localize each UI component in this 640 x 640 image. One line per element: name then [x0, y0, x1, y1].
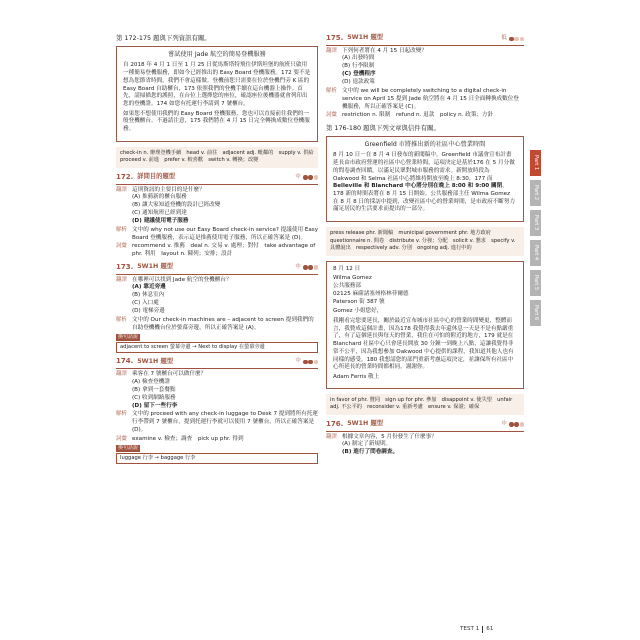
- difficulty-label: 中: [295, 264, 301, 270]
- letter-greeting: Gomez 小姐您好，: [333, 308, 383, 315]
- question-header: [116, 263, 318, 275]
- vocab-text: recommend v. 推薦 deal n. 交易 v. 處理；對付 take advantage of phr. 利用 layout n. 陳列；安排；設計: [132, 243, 316, 258]
- question-173: [116, 263, 318, 353]
- footer-test-label: TEST 1: [460, 626, 480, 632]
- question-text: [132, 187, 318, 226]
- difficulty-dot: [303, 360, 308, 365]
- question-type: 詳問目的題型: [137, 173, 176, 181]
- question-number: 173.: [116, 262, 134, 271]
- article-body-part: 8 月 10 日－在 8 月 4 日發布的新聞稿中，Greenfield 市議會宣布計畫延長由市政府營運的社區中心營業時間，這項決定是基於176 在 5 月分做的問卷調查回饋，以滿足民眾對城市服務的需求。新開放時段為 Oakwood 和 Selma 社區中心將維持開放至晚上 8:30，177 而: [333, 152, 515, 182]
- synonym-tag: 換句話說: [118, 445, 139, 452]
- difficulty-dot: [303, 175, 308, 180]
- explanation-label: 解析: [116, 227, 127, 234]
- difficulty-label: 中: [501, 420, 507, 427]
- difficulty-dot: [314, 175, 319, 180]
- option: (C) 收到網路服務: [132, 394, 176, 401]
- explanation-row: [116, 317, 318, 332]
- tab-part-3[interactable]: Part 3: [530, 210, 541, 236]
- options: [132, 379, 318, 411]
- vocab-label: 詞彙: [116, 435, 127, 442]
- option: (A) 推薦新的櫃台服務: [132, 194, 187, 201]
- tab-part-5[interactable]: Part 5: [530, 270, 541, 296]
- vocab-row: [116, 243, 318, 258]
- option-answer: (D) 建議使用電子服務: [132, 218, 189, 225]
- question-text: [132, 277, 318, 316]
- article-body-bold: Belleville 和 Blanchard 中心將分別在晚上 8:00 和 9:00 關閉: [333, 183, 503, 190]
- question-type: 5W1H 題型: [347, 34, 384, 42]
- question-header: [326, 34, 524, 46]
- explanation-label: 解析: [116, 317, 127, 324]
- vocab-row: [326, 112, 524, 120]
- footer-divider: [482, 626, 483, 633]
- question-175: [326, 34, 524, 120]
- translation-row: [326, 48, 524, 87]
- passage-paragraph: 如果您不想使用我們的 Easy Board 登機服務，您也可以直接前往我們的一般登機櫃台。不過請注意，175 我們將在 4 月 15 日完全轉換成數位登機服務。: [123, 110, 310, 133]
- synonym-box: adjacent to screen 螢幕旁邊 → Next to display 在螢幕旁邊: [116, 342, 318, 353]
- question-number: 175.: [326, 34, 344, 42]
- difficulty-dots: [509, 422, 524, 427]
- translation-label: 翻譯: [116, 371, 127, 378]
- tab-part-4[interactable]: Part 4: [530, 240, 541, 266]
- difficulty-dot: [509, 37, 514, 42]
- translation-row: [116, 277, 318, 316]
- translation-row: [326, 434, 524, 458]
- left-column: [116, 34, 318, 467]
- difficulty-dot: [520, 422, 525, 427]
- option-answer: (C) 登機程序: [342, 71, 376, 78]
- page-footer: [460, 626, 493, 634]
- option: (B) 拿到一套餐點: [132, 386, 176, 393]
- question-text: [342, 434, 524, 458]
- difficulty-dot: [314, 360, 319, 365]
- vocab-text: examine v. 檢查；調查 pick up phr. 得到: [132, 435, 244, 442]
- option: (B) 讓大家知道登機的設計已經改變: [132, 202, 221, 209]
- question-174: [116, 357, 318, 464]
- option: (D) 退款政策: [342, 79, 375, 86]
- tab-part-6[interactable]: Part 6: [530, 300, 541, 326]
- option: (C) 通知航班已經到達: [132, 210, 187, 217]
- explanation-label: 解析: [326, 88, 337, 95]
- synonym-box: luggage 行李 → baggage 行李: [116, 453, 318, 464]
- option: (A) 出發時間: [342, 55, 375, 62]
- difficulty-label: 中: [295, 358, 301, 365]
- options: [342, 441, 524, 457]
- letter-box: [326, 261, 524, 389]
- letter-closing: Adam Ferris 敬上: [333, 374, 380, 381]
- question-text-inner: 這則資訊的主要目的是什麼？: [132, 186, 205, 193]
- explanation-text: 文中的 why not use our Easy Board check-in service? 提議使用 Easy Board 登機服務，表示這是推薦使用電子服務，所以正確答案是 (D)。: [132, 227, 319, 241]
- difficulty-label: 低: [501, 35, 507, 42]
- option-answer: (D) 留下一些行李: [132, 402, 178, 409]
- passage-paragraph: 自 2018 年 4 月 1 日至 1 月 25 日從馬斯塔特飛往伊斯坦堡的航班只啟用一種簡易登機服務，即如今已經推出的 Easy Board 登機服務。172 要不是想為您節省時間，我們不會這樣做。登機前您只需要在位於登機門旁 K 區的 Easy Board 自助櫃台，173 依照我們的登機手續在這台機器上操作。首先，請掃描您的護照，在台位上選擇您的座位，確認座位後機器就會列印出您的登機證。174 如您有托運行李請到 7 號櫃台。: [123, 62, 311, 107]
- question-type: 5W1H 題型: [137, 357, 174, 365]
- letter-body: 我剛看完您要延長，關於最近宣布城市社區中心的營業時間變更，整體而言，我贊成這個計畫，因為178 我覺得我去年還休息一天是不是有點嚴重了，有了這個延長與每天的營業，我住在可怕的附近的地方，179 就是在 Blanchard 社區中心只會延長開放 30 分鐘一到晚上八點，這讓我覺得非常不公平，因為我想參加 Oakwood 中心提供的課程，我知道其他人也有同樣的感受。180 我想請您的部門重新考慮這項決定，並讓保所有社區中心所延長的營業時間都相同，謝謝你。: [333, 318, 514, 371]
- passage-vocab: check-in n. 辦理登機手續 head v. 前往 adjacent adj. 毗鄰的 supply v. 供給 proceed v. 前進 prefer v. 較喜歡 switch v. 轉換；改變: [116, 147, 318, 168]
- difficulty-dot: [303, 265, 308, 270]
- option: (C) 入口處: [132, 300, 159, 307]
- translation-row: [116, 371, 318, 410]
- tab-part-2[interactable]: Part 2: [530, 180, 541, 206]
- synonym-tag: 換句話說: [118, 334, 139, 341]
- explanation-label: 解析: [116, 411, 127, 418]
- difficulty-dot: [514, 422, 519, 427]
- letter-vocab: in favor of phr. 贊同 sign up for phr. 參加 disappoint v. 使失望 unfair adj. 不公平的 reconsider v. 重新考慮 ensure v. 保證；確保: [326, 394, 524, 415]
- article-body: [333, 152, 517, 214]
- translation-row: [116, 187, 318, 226]
- question-header: [116, 173, 318, 185]
- article-box: [326, 136, 524, 222]
- letter-recipient-address: 02125 麻薩諸塞州格林菲爾德: [333, 290, 409, 297]
- option: (B) 行李限制: [342, 63, 375, 70]
- question-text: [132, 371, 318, 410]
- difficulty-dots: [303, 175, 318, 180]
- difficulty-dot: [509, 422, 514, 427]
- translation-label: 翻譯: [116, 186, 127, 193]
- question-text-inner: 根據文章內容，5 月份發生了什麼事？: [342, 433, 437, 440]
- vocab-label: 詞彙: [326, 112, 337, 119]
- options: [132, 194, 318, 226]
- page-number: 61: [486, 626, 494, 632]
- vocab-row: [116, 436, 318, 444]
- difficulty-dot: [314, 265, 319, 270]
- explanation-text: 文中的 proceed with any check-in luggage to Desk 7 提到將所有托運行李帶到 7 號櫃台，提到托運行李就可以使用 7 號櫃台，所以正確答案是 (D)。: [132, 411, 318, 433]
- difficulty-dot: [308, 175, 313, 180]
- question-number: 172.: [116, 172, 134, 181]
- letter-recipient-address: Paterson 街 387 號: [333, 298, 385, 305]
- difficulty-indicator: [295, 358, 318, 365]
- explanation-text: 文中的 Our check-in machines are – adjacent to screen 提到我們的自助登機機台位於螢幕旁邊，所以正確答案是 (A)。: [132, 317, 314, 331]
- option-answer: (A) 靠近旁邊: [132, 284, 166, 291]
- difficulty-dots: [303, 265, 318, 270]
- letter-recipient-dept: 公共服務部: [333, 283, 361, 290]
- tab-part-1[interactable]: Part 1: [530, 150, 541, 176]
- letter-date: 8 月 12 日: [333, 265, 361, 272]
- difficulty-dot: [514, 37, 519, 42]
- question-text-inner: 下列何者將在 4 月 15 日起改變？: [342, 47, 427, 54]
- section-pretitle: 第 172-175 題與下列資訊有關。: [116, 34, 211, 42]
- passage-box: [116, 46, 318, 142]
- translation-label: 翻譯: [116, 276, 127, 283]
- option: (D) 電梯旁邊: [132, 308, 165, 315]
- letter-recipient-name: Wilma Gomez: [333, 275, 372, 282]
- difficulty-indicator: [295, 264, 318, 271]
- translation-label: 翻譯: [326, 433, 337, 440]
- explanation-row: [326, 88, 524, 111]
- question-number: 174.: [116, 357, 134, 366]
- difficulty-dot: [308, 360, 313, 365]
- explanation-row: [116, 227, 318, 242]
- options: [132, 284, 318, 316]
- options: [342, 55, 524, 87]
- question-type: 5W1H 題型: [137, 263, 174, 271]
- right-column: [326, 34, 524, 458]
- passage-title: 嘗試使用 Jade 航空的簡易登機服務: [168, 50, 266, 58]
- question-type: 5W1H 題型: [347, 420, 384, 428]
- difficulty-indicator: [501, 35, 524, 42]
- question-text-inner: 在哪裡可以找到 Jade 航空的登機櫃台？: [132, 276, 232, 283]
- vocab-text: restriction n. 限制 refund n. 退款 policy n. 政策；方針: [342, 112, 494, 119]
- difficulty-dot: [308, 265, 313, 270]
- difficulty-indicator: [295, 174, 318, 181]
- difficulty-indicator: [501, 421, 524, 428]
- question-number: 176.: [326, 419, 344, 428]
- translation-label: 翻譯: [326, 47, 337, 54]
- option: (A) 檢查登機證: [132, 378, 170, 385]
- explanation-text: 文中的 we will be completely switching to a digital check-in service on April 15 提到 Jade 航空將在 4 月 15 日全面轉換成數位登機服務，所以正確答案是 (C)。: [342, 88, 519, 110]
- vocab-label: 詞彙: [116, 243, 127, 250]
- explanation-row: [116, 411, 318, 434]
- difficulty-dot: [520, 37, 525, 42]
- question-172: [116, 173, 318, 259]
- section-pretitle: 第 176-180 題與下列文章與信件有關。: [326, 124, 440, 132]
- part-tabs: [530, 150, 542, 330]
- question-header: [326, 420, 524, 432]
- article-vocab: press release phr. 新聞稿 municipal government phr. 地方政府 questionnaire n. 問卷 distribute v. 分發；分配 solicit v. 懇求 specify v. 具體說出 respectively adv. 分別 ongoing adj. 進行中的: [326, 227, 524, 256]
- difficulty-dots: [303, 360, 318, 365]
- question-text-inner: 乘客在 7 號櫃台可以做什麼？: [132, 371, 207, 378]
- question-header: [116, 357, 318, 369]
- article-body-part: 。178 新的時間表將在 8 月 15 日開始。公共服務部主任 Wilma Gomez 在 8 月 8 日的採訪中提到，改變社區中心的營業時間，是市政府不斷努力滿足居民的生活要求而提出的一部分。: [333, 183, 516, 213]
- difficulty-dots: [509, 37, 524, 42]
- article-title: Greenfield 市將推出新的社區中心營業時間: [364, 140, 486, 148]
- option-answer: (B) 進行了問卷調查。: [342, 449, 399, 456]
- option: (A) 制定了新規則。: [342, 441, 392, 448]
- question-text: [342, 48, 524, 87]
- difficulty-label: 中: [295, 174, 301, 180]
- option: (B) 休息室內: [132, 292, 165, 299]
- question-176: [326, 420, 524, 457]
